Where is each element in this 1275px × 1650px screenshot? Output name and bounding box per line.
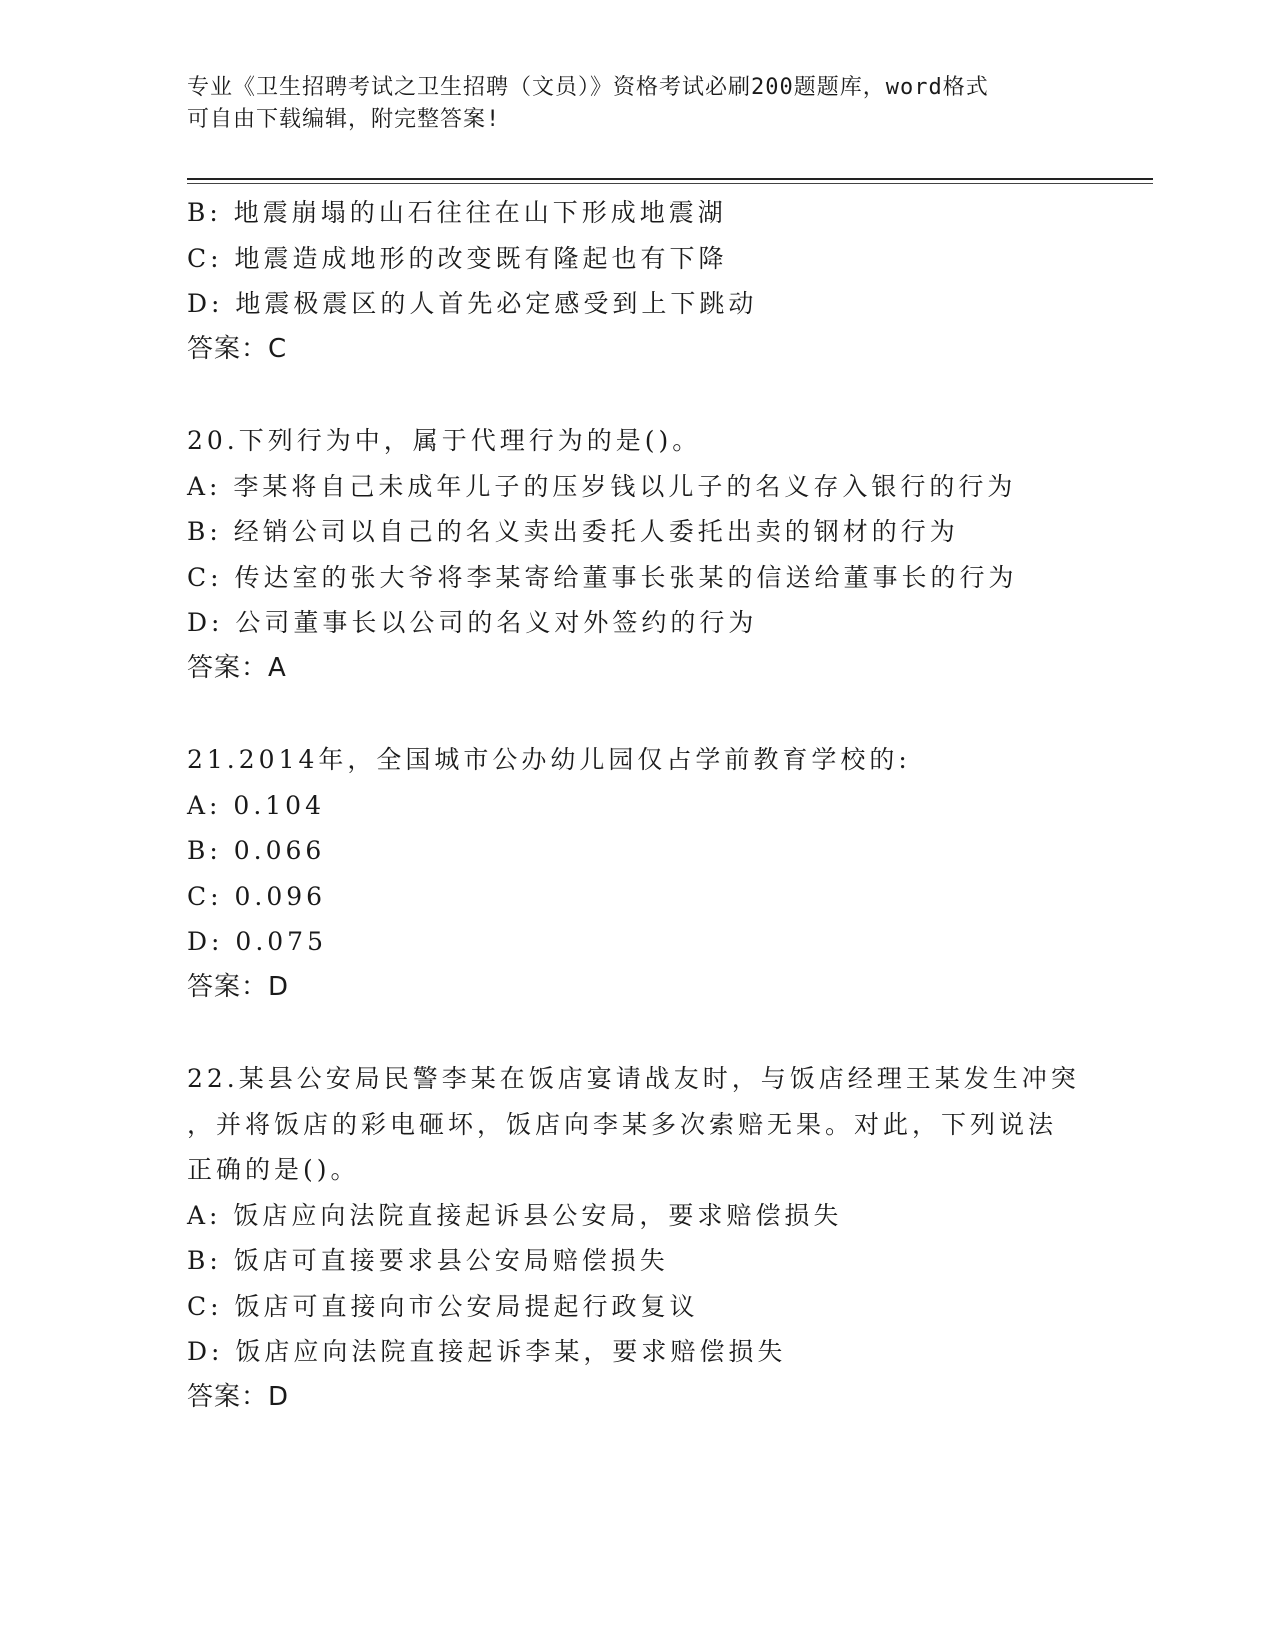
question-text: 21.2014年，全国城市公办幼儿园仅占学前教育学校的:	[187, 745, 911, 774]
option-a: A: 李某将自己未成年儿子的压岁钱以儿子的名义存入银行的行为	[187, 471, 1017, 501]
question-text-line-2: ，并将饭店的彩电砸坏，饭店向李某多次索赔无果。对此，下列说法	[187, 1109, 1058, 1139]
question-19	[187, 190, 1087, 372]
option-c: C: 地震造成地形的改变既有隆起也有下降	[187, 243, 728, 273]
header-divider-thick	[187, 178, 1153, 180]
spacer	[187, 1010, 1087, 1056]
answer: 答案：C	[187, 333, 288, 364]
option-a: A: 饭店应向法院直接起诉县公安局，要求赔偿损失	[187, 1200, 843, 1230]
spacer	[187, 691, 1087, 737]
option-b: B: 0.066	[187, 836, 326, 865]
option-a: A: 0.104	[187, 790, 325, 820]
option-d: D: 公司董事长以公司的名义对外签约的行为	[187, 608, 758, 637]
option-c: C: 传达室的张大爷将李某寄给董事长张某的信送给董事长的行为	[187, 562, 1018, 592]
header-divider-thin	[187, 183, 1153, 184]
option-d: D: 饭店应向法院直接起诉李某，要求赔偿损失	[187, 1337, 787, 1366]
answer: 答案：A	[187, 652, 287, 683]
question-text: 20.下列行为中，属于代理行为的是()。	[187, 426, 702, 455]
option-d: D: 地震极震区的人首先必定感受到上下跳动	[187, 289, 758, 318]
question-20	[187, 418, 1087, 691]
option-b: B: 地震崩塌的山石往往在山下形成地震湖	[187, 198, 727, 227]
answer: 答案：D	[187, 971, 290, 1002]
option-c: C: 饭店可直接向市公安局提起行政复议	[187, 1291, 699, 1321]
question-text-line-3: 正确的是()。	[187, 1155, 360, 1184]
header-line-1: 专业《卫生招聘考试之卫生招聘（文员）》资格考试必刷200题题库，word格式	[187, 75, 989, 100]
option-d: D: 0.075	[187, 927, 327, 956]
question-22	[187, 1056, 1087, 1420]
spacer	[187, 372, 1087, 418]
question-text-line-1: 22.某县公安局民警李某在饭店宴请战友时，与饭店经理王某发生冲突	[187, 1064, 1080, 1093]
document-header	[187, 72, 1087, 136]
option-b: B: 经销公司以自己的名义卖出委托人委托出卖的钢材的行为	[187, 517, 959, 546]
option-b: B: 饭店可直接要求县公安局赔偿损失	[187, 1246, 669, 1275]
question-list	[187, 190, 1087, 1420]
option-c: C: 0.096	[187, 881, 327, 911]
header-line-2: 可自由下载编辑，附完整答案!	[187, 107, 501, 132]
answer: 答案：D	[187, 1381, 290, 1412]
question-21	[187, 737, 1087, 1010]
